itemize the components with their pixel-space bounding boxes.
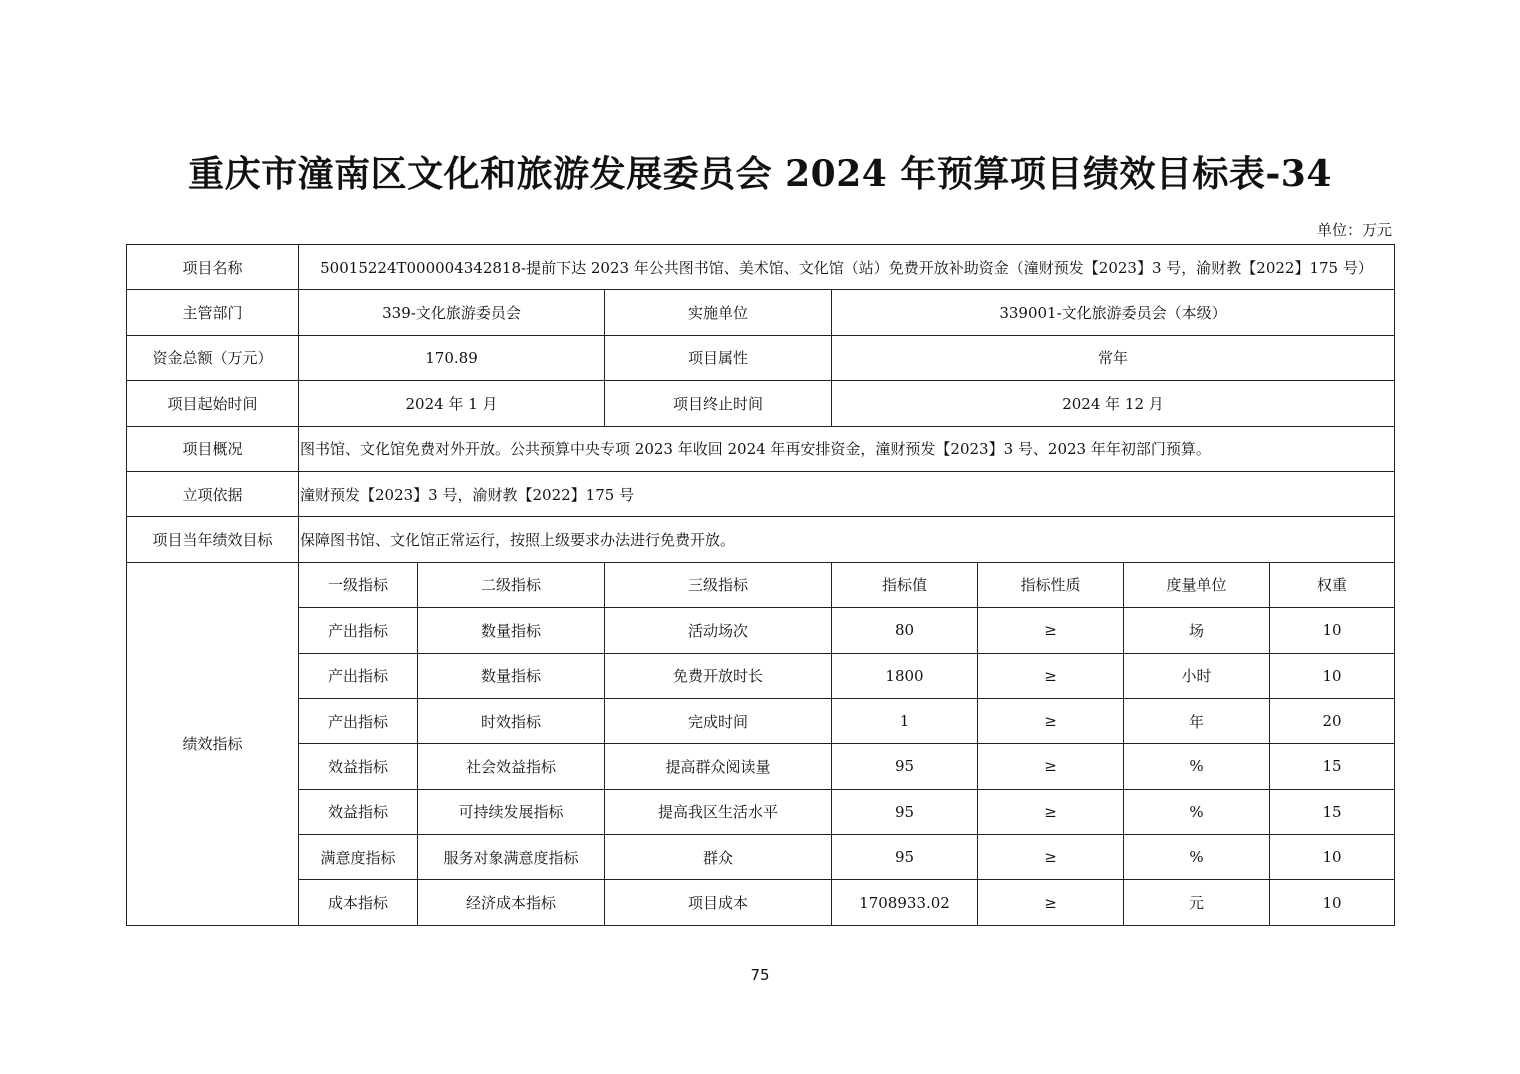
indicators-label: 绩效指标 bbox=[127, 562, 299, 925]
nature-cell: ≥ bbox=[978, 835, 1124, 880]
nature-cell: ≥ bbox=[978, 653, 1124, 698]
weight-cell: 20 bbox=[1270, 698, 1395, 743]
level3-cell: 提高群众阅读量 bbox=[605, 744, 832, 789]
table-row bbox=[127, 290, 1395, 335]
table-row bbox=[127, 245, 1395, 290]
level1-cell: 产出指标 bbox=[299, 698, 418, 743]
overview-value: 图书馆、文化馆免费对外开放。公共预算中央专项 2023 年收回 2024 年再安排资金，潼财预发【2023】3 号、2023 年年初部门预算。 bbox=[299, 426, 1395, 471]
page-number: 75 bbox=[750, 966, 770, 984]
project-name-value: 50015224T000004342818-提前下达 2023 年公共图书馆、美术馆、文化馆（站）免费开放补助资金（潼财预发【2023】3 号，渝财教【2022】175 号） bbox=[299, 245, 1395, 290]
level2-cell: 时效指标 bbox=[418, 698, 605, 743]
table-row bbox=[127, 381, 1395, 426]
header-level2: 二级指标 bbox=[418, 562, 605, 607]
dept-label: 主管部门 bbox=[127, 290, 299, 335]
level3-cell: 项目成本 bbox=[605, 880, 832, 925]
value-cell: 95 bbox=[832, 835, 978, 880]
project-name-label: 项目名称 bbox=[127, 245, 299, 290]
value-cell: 1708933.02 bbox=[832, 880, 978, 925]
attr-value: 常年 bbox=[832, 335, 1395, 380]
impl-value: 339001-文化旅游委员会（本级） bbox=[832, 290, 1395, 335]
value-cell: 80 bbox=[832, 608, 978, 653]
level1-cell: 满意度指标 bbox=[299, 835, 418, 880]
attr-label: 项目属性 bbox=[605, 335, 832, 380]
value-cell: 1800 bbox=[832, 653, 978, 698]
level2-cell: 可持续发展指标 bbox=[418, 789, 605, 834]
level1-cell: 产出指标 bbox=[299, 608, 418, 653]
end-label: 项目终止时间 bbox=[605, 381, 832, 426]
indicator-section bbox=[127, 562, 1395, 925]
level3-cell: 提高我区生活水平 bbox=[605, 789, 832, 834]
goal-label: 项目当年绩效目标 bbox=[127, 517, 299, 562]
end-value: 2024 年 12 月 bbox=[832, 381, 1395, 426]
indicator-row bbox=[127, 744, 1395, 789]
impl-label: 实施单位 bbox=[605, 290, 832, 335]
unit-cell: % bbox=[1124, 789, 1270, 834]
nature-cell: ≥ bbox=[978, 880, 1124, 925]
level3-cell: 群众 bbox=[605, 835, 832, 880]
info-section bbox=[127, 245, 1395, 563]
weight-cell: 15 bbox=[1270, 744, 1395, 789]
level3-cell: 免费开放时长 bbox=[605, 653, 832, 698]
level2-cell: 经济成本指标 bbox=[418, 880, 605, 925]
table-row bbox=[127, 335, 1395, 380]
table-row bbox=[127, 426, 1395, 471]
level2-cell: 服务对象满意度指标 bbox=[418, 835, 605, 880]
nature-cell: ≥ bbox=[978, 789, 1124, 834]
start-label: 项目起始时间 bbox=[127, 381, 299, 426]
unit-cell: % bbox=[1124, 835, 1270, 880]
header-level3: 三级指标 bbox=[605, 562, 832, 607]
unit-cell: 年 bbox=[1124, 698, 1270, 743]
unit-cell: % bbox=[1124, 744, 1270, 789]
level1-cell: 效益指标 bbox=[299, 744, 418, 789]
value-cell: 1 bbox=[832, 698, 978, 743]
performance-table bbox=[126, 244, 1395, 926]
start-value: 2024 年 1 月 bbox=[299, 381, 605, 426]
indicator-header-row bbox=[127, 562, 1395, 607]
level3-cell: 完成时间 bbox=[605, 698, 832, 743]
overview-label: 项目概况 bbox=[127, 426, 299, 471]
level1-cell: 成本指标 bbox=[299, 880, 418, 925]
indicator-row bbox=[127, 698, 1395, 743]
header-value: 指标值 bbox=[832, 562, 978, 607]
level2-cell: 数量指标 bbox=[418, 608, 605, 653]
header-weight: 权重 bbox=[1270, 562, 1395, 607]
level1-cell: 效益指标 bbox=[299, 789, 418, 834]
header-nature: 指标性质 bbox=[978, 562, 1124, 607]
level3-cell: 活动场次 bbox=[605, 608, 832, 653]
basis-value: 潼财预发【2023】3 号，渝财教【2022】175 号 bbox=[299, 471, 1395, 516]
nature-cell: ≥ bbox=[978, 744, 1124, 789]
level2-cell: 社会效益指标 bbox=[418, 744, 605, 789]
fund-value: 170.89 bbox=[299, 335, 605, 380]
weight-cell: 10 bbox=[1270, 653, 1395, 698]
page-title: 重庆市潼南区文化和旅游发展委员会 2024 年预算项目绩效目标表-34 bbox=[188, 153, 1332, 195]
unit-cell: 元 bbox=[1124, 880, 1270, 925]
unit-cell: 小时 bbox=[1124, 653, 1270, 698]
indicator-row bbox=[127, 653, 1395, 698]
unit-label: 单位：万元 bbox=[1316, 221, 1392, 239]
nature-cell: ≥ bbox=[978, 608, 1124, 653]
fund-label: 资金总额（万元） bbox=[127, 335, 299, 380]
weight-cell: 15 bbox=[1270, 789, 1395, 834]
indicator-row bbox=[127, 835, 1395, 880]
header-level1: 一级指标 bbox=[299, 562, 418, 607]
level1-cell: 产出指标 bbox=[299, 653, 418, 698]
nature-cell: ≥ bbox=[978, 698, 1124, 743]
basis-label: 立项依据 bbox=[127, 471, 299, 516]
table-row bbox=[127, 517, 1395, 562]
level2-cell: 数量指标 bbox=[418, 653, 605, 698]
weight-cell: 10 bbox=[1270, 608, 1395, 653]
weight-cell: 10 bbox=[1270, 835, 1395, 880]
value-cell: 95 bbox=[832, 789, 978, 834]
goal-value: 保障图书馆、文化馆正常运行，按照上级要求办法进行免费开放。 bbox=[299, 517, 1395, 562]
indicator-row bbox=[127, 789, 1395, 834]
table-row bbox=[127, 471, 1395, 516]
weight-cell: 10 bbox=[1270, 880, 1395, 925]
header-unit: 度量单位 bbox=[1124, 562, 1270, 607]
dept-value: 339-文化旅游委员会 bbox=[299, 290, 605, 335]
indicator-row bbox=[127, 880, 1395, 925]
value-cell: 95 bbox=[832, 744, 978, 789]
indicator-row bbox=[127, 608, 1395, 653]
unit-cell: 场 bbox=[1124, 608, 1270, 653]
